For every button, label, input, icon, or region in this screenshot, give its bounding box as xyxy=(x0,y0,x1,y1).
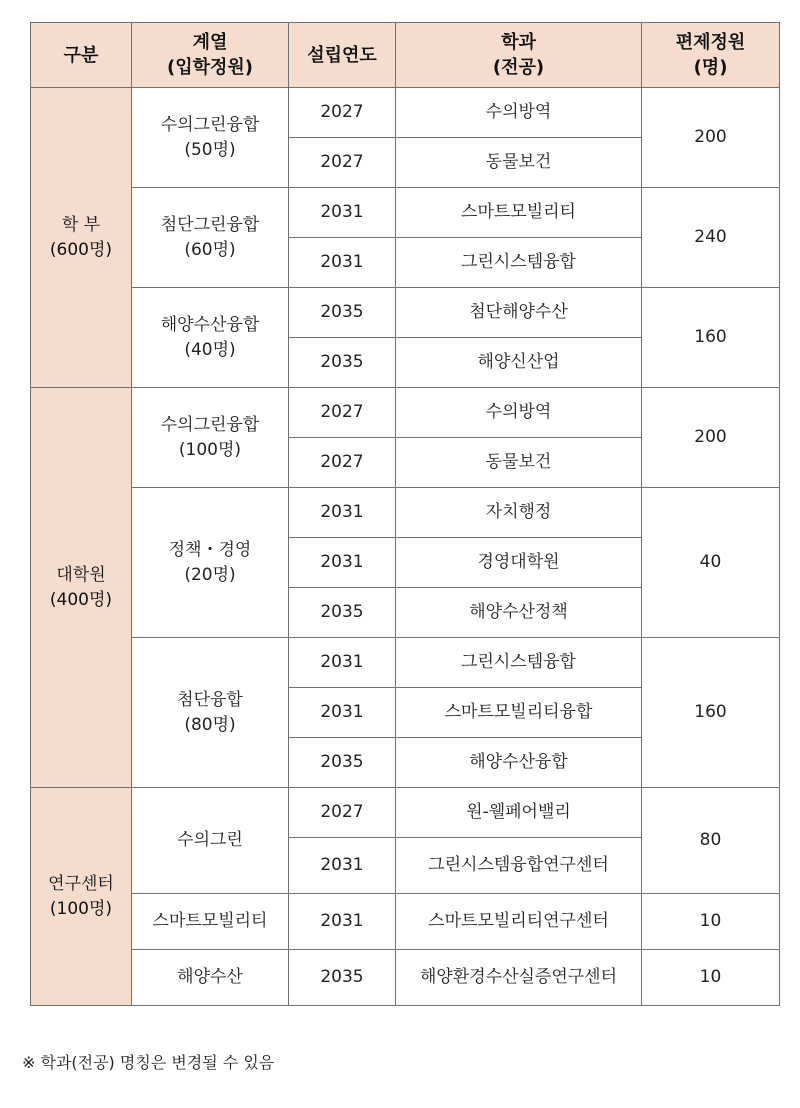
table-row xyxy=(31,388,780,438)
series-cell: 해양수산 xyxy=(132,950,289,1006)
series-cell: 정책・경영 (20명) xyxy=(132,488,289,638)
dept-cell: 그린시스템융합 xyxy=(396,638,642,688)
dept-cell: 수의방역 xyxy=(396,388,642,438)
table-row xyxy=(31,894,780,950)
series-cell: 스마트모빌리티 xyxy=(132,894,289,950)
quota-cell: 240 xyxy=(642,188,780,288)
quota-cell: 160 xyxy=(642,288,780,388)
year-cell: 2031 xyxy=(289,188,396,238)
quota-cell: 200 xyxy=(642,88,780,188)
dept-cell: 그린시스템융합 xyxy=(396,238,642,288)
quota-cell: 40 xyxy=(642,488,780,638)
table-row xyxy=(31,288,780,338)
dept-cell: 해양신산업 xyxy=(396,338,642,388)
group-cell: 연구센터 (100명) xyxy=(31,788,132,1006)
dept-cell: 동물보건 xyxy=(396,438,642,488)
footnote: ※ 학과(전공) 명칭은 변경될 수 있음 xyxy=(22,1053,275,1072)
quota-table xyxy=(30,22,780,1006)
table-row xyxy=(31,950,780,1006)
group-cell: 대학원 (400명) xyxy=(31,388,132,788)
table-row xyxy=(31,788,780,838)
header-quota: 편제정원 (명) xyxy=(642,23,780,88)
quota-cell: 10 xyxy=(642,894,780,950)
year-cell: 2027 xyxy=(289,438,396,488)
dept-cell: 경영대학원 xyxy=(396,538,642,588)
series-cell: 해양수산융합 (40명) xyxy=(132,288,289,388)
year-cell: 2031 xyxy=(289,488,396,538)
dept-cell: 해양수산융합 xyxy=(396,738,642,788)
table-row xyxy=(31,88,780,138)
year-cell: 2031 xyxy=(289,638,396,688)
series-cell: 수의그린융합 (50명) xyxy=(132,88,289,188)
quota-cell: 160 xyxy=(642,638,780,788)
dept-cell: 동물보건 xyxy=(396,138,642,188)
year-cell: 2027 xyxy=(289,88,396,138)
year-cell: 2035 xyxy=(289,950,396,1006)
quota-cell: 200 xyxy=(642,388,780,488)
year-cell: 2031 xyxy=(289,894,396,950)
year-cell: 2035 xyxy=(289,738,396,788)
table-row xyxy=(31,638,780,688)
dept-cell: 해양수산정책 xyxy=(396,588,642,638)
dept-cell: 자치행정 xyxy=(396,488,642,538)
dept-cell: 스마트모빌리티융합 xyxy=(396,688,642,738)
year-cell: 2035 xyxy=(289,338,396,388)
year-cell: 2027 xyxy=(289,388,396,438)
header-category: 구분 xyxy=(31,23,132,88)
header-dept: 학과 (전공) xyxy=(396,23,642,88)
table-row xyxy=(31,488,780,538)
quota-cell: 80 xyxy=(642,788,780,894)
group-cell: 학 부 (600명) xyxy=(31,88,132,388)
year-cell: 2031 xyxy=(289,538,396,588)
year-cell: 2031 xyxy=(289,238,396,288)
year-cell: 2027 xyxy=(289,138,396,188)
dept-cell: 스마트모빌리티연구센터 xyxy=(396,894,642,950)
dept-cell: 스마트모빌리티 xyxy=(396,188,642,238)
series-cell: 첨단융합 (80명) xyxy=(132,638,289,788)
dept-cell: 첨단해양수산 xyxy=(396,288,642,338)
quota-cell: 10 xyxy=(642,950,780,1006)
dept-cell: 그린시스템융합연구센터 xyxy=(396,838,642,894)
dept-cell: 수의방역 xyxy=(396,88,642,138)
header-series: 계열 (입학정원) xyxy=(132,23,289,88)
year-cell: 2035 xyxy=(289,588,396,638)
year-cell: 2031 xyxy=(289,838,396,894)
table-row xyxy=(31,188,780,238)
dept-cell: 원-웰페어밸리 xyxy=(396,788,642,838)
header-row xyxy=(31,23,780,88)
series-cell: 수의그린 xyxy=(132,788,289,894)
year-cell: 2031 xyxy=(289,688,396,738)
series-cell: 수의그린융합 (100명) xyxy=(132,388,289,488)
year-cell: 2035 xyxy=(289,288,396,338)
year-cell: 2027 xyxy=(289,788,396,838)
dept-cell: 해양환경수산실증연구센터 xyxy=(396,950,642,1006)
series-cell: 첨단그린융합 (60명) xyxy=(132,188,289,288)
header-year: 설립연도 xyxy=(289,23,396,88)
